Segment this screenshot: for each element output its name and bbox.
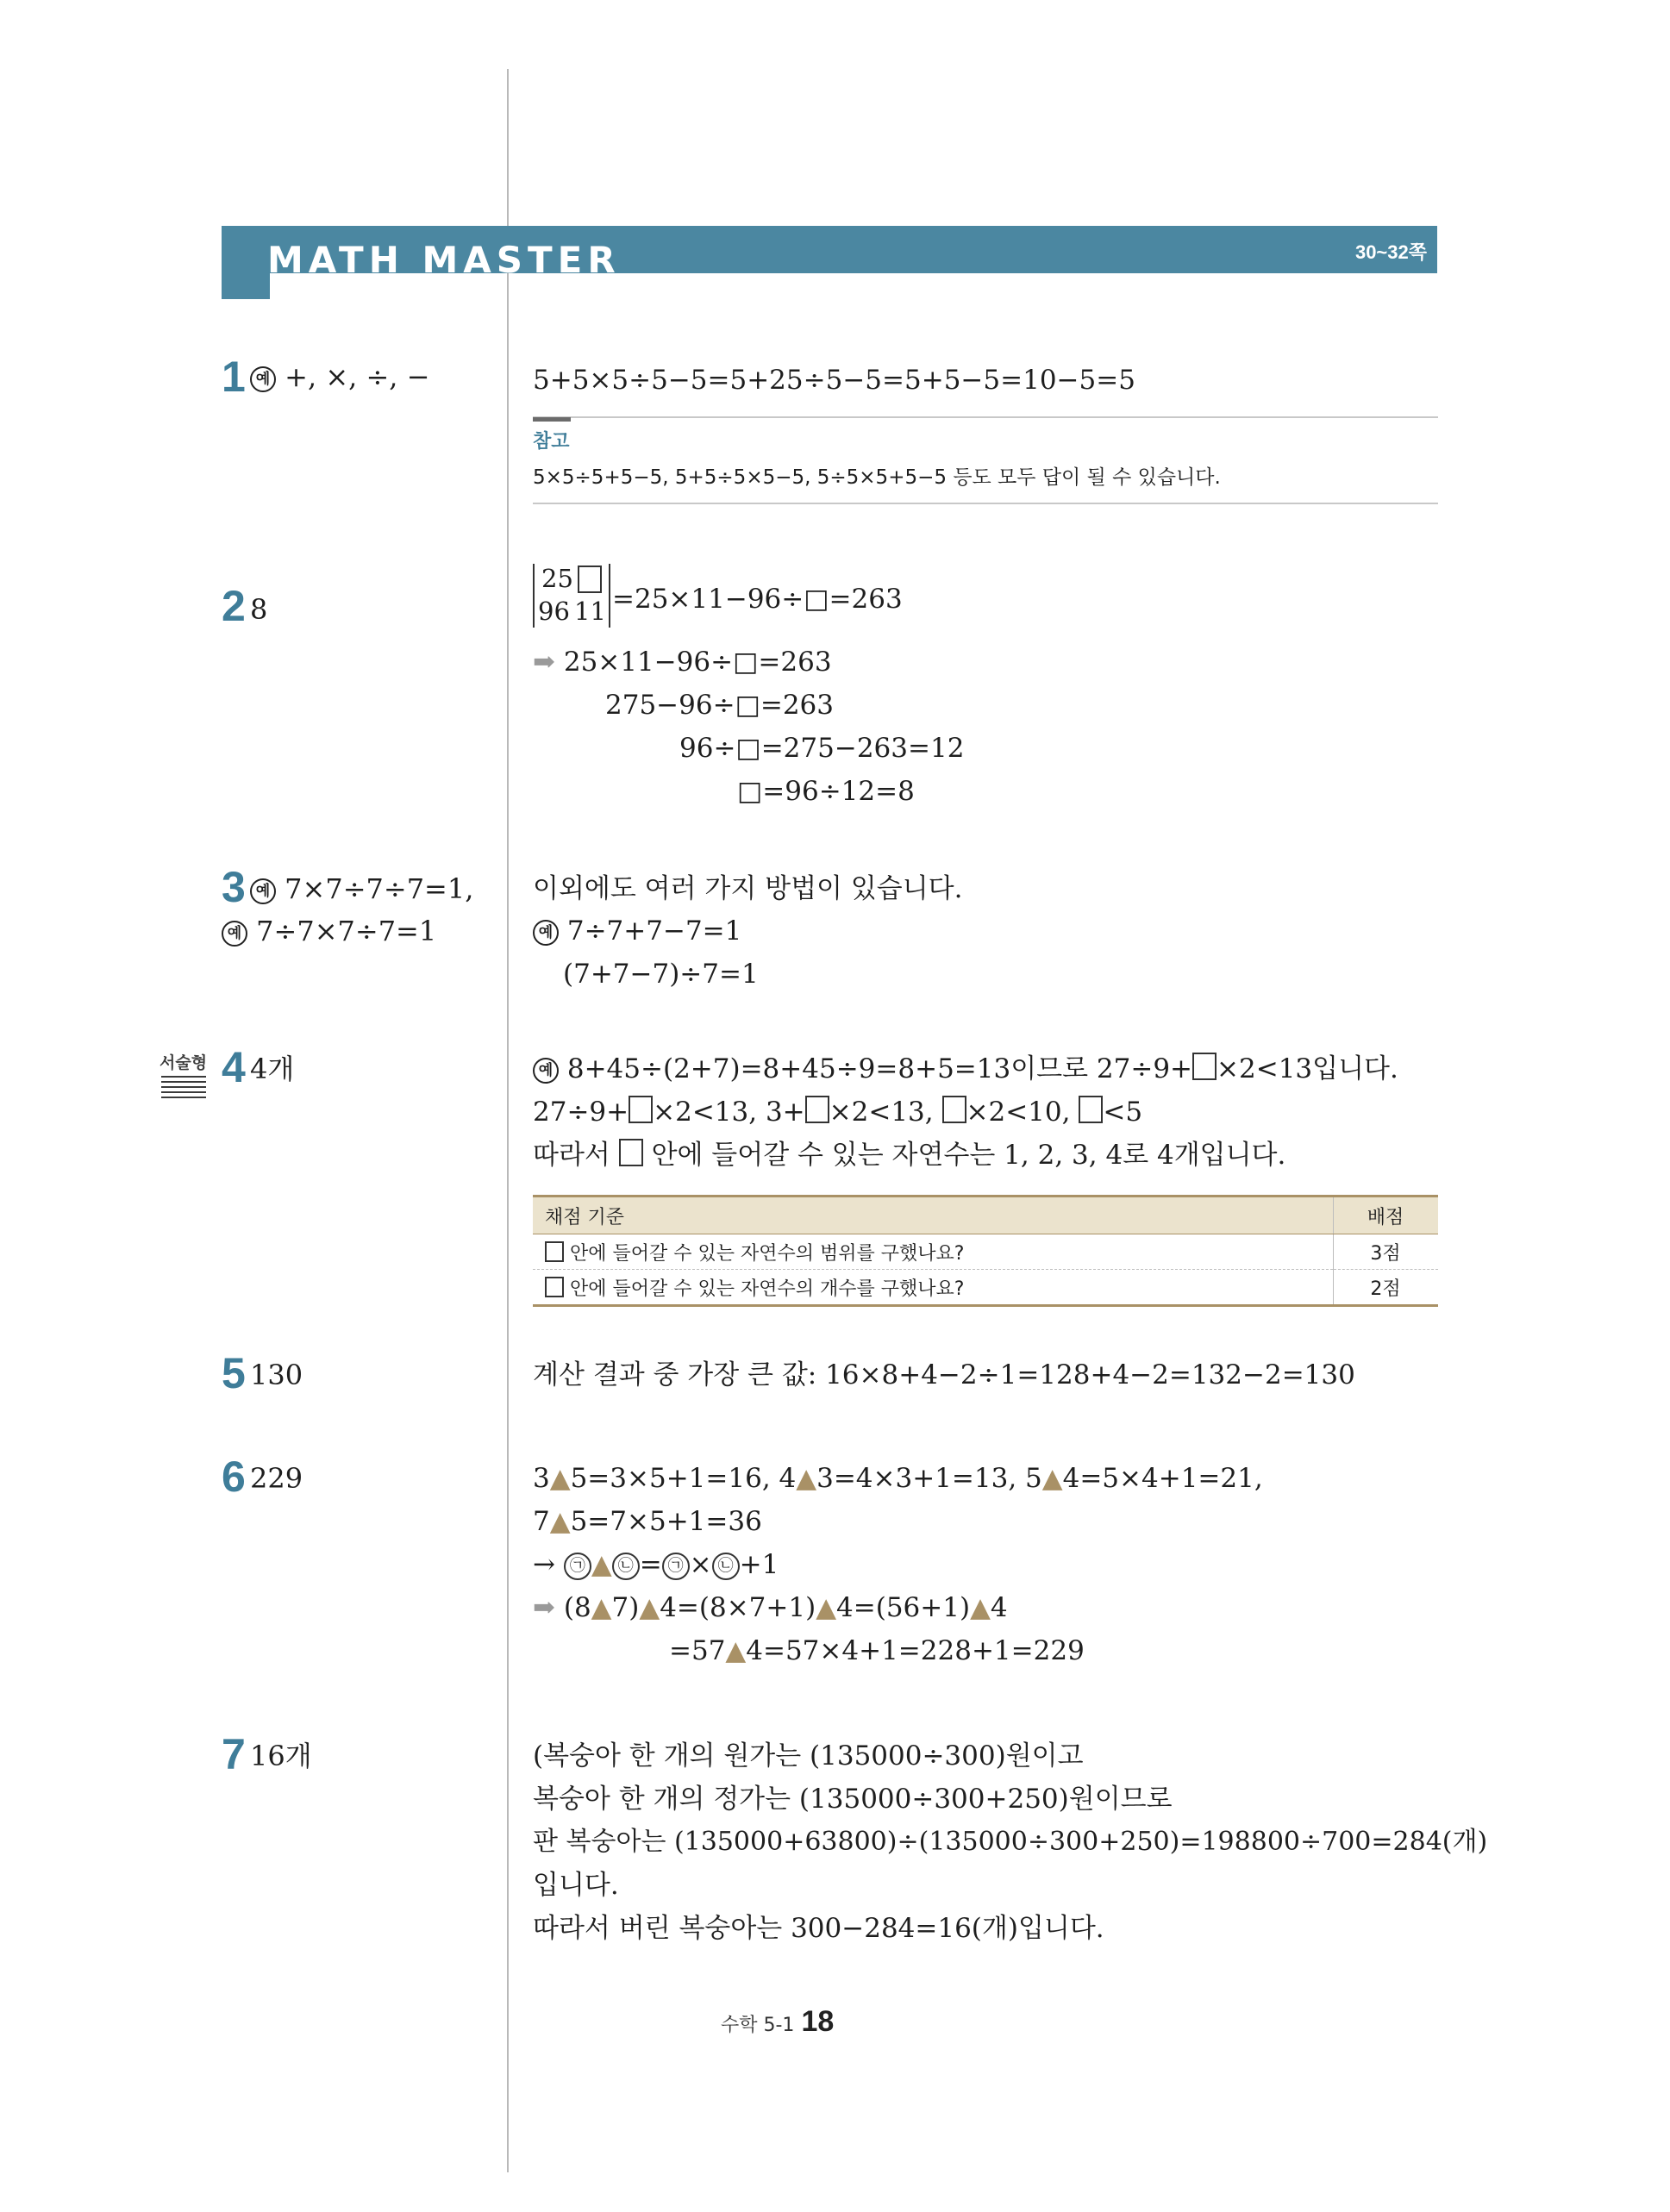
question-number: 5 <box>222 1349 246 1397</box>
table-row <box>533 1270 1438 1306</box>
example-mark: 예 <box>222 921 247 947</box>
triangle-icon: ▲ <box>591 1549 612 1580</box>
solution-line: 96÷□=275−263=12 <box>679 733 965 764</box>
column-divider <box>507 69 509 2172</box>
triangle-icon: ▲ <box>796 1463 817 1494</box>
question-answer: 4개 <box>250 1053 295 1085</box>
number-grid <box>533 564 610 628</box>
arrow-icon: ➡ <box>533 1592 555 1623</box>
table-header-cell: 배점 <box>1334 1197 1439 1234</box>
question-number: 7 <box>222 1730 246 1778</box>
example-mark: 예 <box>250 366 276 392</box>
solution-line: =57▲4=57×4+1=228+1=229 <box>669 1635 1085 1666</box>
triangle-icon: ▲ <box>816 1592 837 1623</box>
solution-line: 계산 결과 중 가장 큰 값: 16×8+4−2÷1=128+4−2=132−2=130 <box>533 1359 1355 1390</box>
page-range: 30~32쪽 <box>1354 241 1427 263</box>
divider <box>533 416 1438 418</box>
solution-line: 27÷9+ ×2<13, 3+ ×2<13, ×2<10, <5 <box>533 1097 1143 1128</box>
essay-badge: 서술형 <box>159 1053 208 1072</box>
solution-line: 5+5×5÷5−5=5+25÷5−5=5+5−5=10−5=5 <box>533 365 1135 396</box>
solution-line: 따라서 버린 복숭아는 300−284=16(개)입니다. <box>533 1913 1104 1944</box>
question-answer: 예 7÷7×7÷7=1 <box>222 909 436 953</box>
example-mark: 예 <box>533 1058 559 1084</box>
question-answer: 229 <box>250 1462 303 1495</box>
circled-letter: ㉡ <box>612 1553 640 1580</box>
arrow-icon: ➡ <box>533 647 555 678</box>
solution-line: 복숭아 한 개의 정가는 (135000÷300+250)원이므로 <box>533 1784 1173 1815</box>
grid-cell: 25 <box>541 564 573 593</box>
triangle-icon: ▲ <box>549 1506 571 1537</box>
question-number: 1 <box>222 353 246 401</box>
note-label: 참고 <box>533 431 570 453</box>
question-number: 6 <box>222 1453 246 1501</box>
solution-line: =25×11−96÷□=263 <box>612 584 903 615</box>
solution-line: 275−96÷□=263 <box>605 690 834 721</box>
essay-badge-lines <box>161 1076 206 1100</box>
grid-cell: 96 <box>538 597 570 626</box>
question-number: 2 <box>222 582 246 630</box>
solution-line: 예 7÷7+7−7=1 <box>533 909 741 953</box>
solution-line: 판 복숭아는 (135000+63800)÷(135000÷300+250)=198800÷700=284(개) <box>533 1827 1488 1857</box>
scoring-table <box>533 1195 1438 1307</box>
grid-cell-blank <box>578 565 602 597</box>
answer-text: +, ×, ÷, − <box>285 360 430 393</box>
triangle-icon: ▲ <box>1041 1463 1063 1494</box>
solution-line: 따라서 안에 들어갈 수 있는 자연수는 1, 2, 3, 4로 4개입니다. <box>533 1140 1286 1171</box>
banner-tab <box>222 226 270 299</box>
circled-letter: ㉠ <box>662 1553 690 1580</box>
circled-letter: ㉡ <box>712 1553 740 1580</box>
question-answer: 예 7×7÷7÷7=1, <box>250 867 473 910</box>
example-mark: 예 <box>533 920 559 946</box>
question-answer <box>250 355 429 398</box>
solution-line: 3▲5=3×5+1=16, 4▲3=4×3+1=13, 5▲4=5×4+1=21, <box>533 1463 1263 1494</box>
table-header <box>533 1197 1438 1234</box>
question-answer: 8 <box>250 593 268 626</box>
table-row <box>533 1234 1438 1270</box>
solution-line: 입니다. <box>533 1870 619 1901</box>
note-marker <box>533 417 571 422</box>
page-footer <box>721 2005 834 2039</box>
table-cell: 안에 들어갈 수 있는 자연수의 범위를 구했나요? <box>533 1234 1334 1270</box>
solution-line: (복숭아 한 개의 원가는 (135000÷300)원이고 <box>533 1740 1084 1771</box>
table-cell: 3점 <box>1334 1234 1439 1270</box>
triangle-icon: ▲ <box>970 1592 991 1623</box>
triangle-icon: ▲ <box>725 1635 747 1666</box>
solution-line: 예 8+45÷(2+7)=8+45÷9=8+5=13이므로 27÷9+ ×2<13입니다. <box>533 1047 1398 1090</box>
solution-line: → ㉠ ▲ ㉡ = ㉠ × ㉡ +1 <box>533 1549 779 1580</box>
example-mark: 예 <box>250 878 276 904</box>
triangle-icon: ▲ <box>591 1592 612 1623</box>
note-text: 5×5÷5+5−5, 5+5÷5×5−5, 5÷5×5+5−5 등도 모두 답이 될 수 있습니다. <box>533 466 1221 489</box>
solution-line: (7+7−7)÷7=1 <box>563 959 759 990</box>
solution-line: ➡ (8▲7)▲4=(8×7+1)▲4=(56+1)▲4 <box>533 1592 1008 1623</box>
section-title: MATH MASTER <box>267 239 621 281</box>
solution-line: ➡ 25×11−96÷□=263 <box>533 647 832 678</box>
question-number: 4 <box>222 1043 246 1091</box>
divider <box>533 503 1438 504</box>
circled-letter: ㉠ <box>564 1553 591 1580</box>
question-answer: 130 <box>250 1359 303 1391</box>
question-number: 3 <box>222 863 246 911</box>
solution-line: 이외에도 여러 가지 방법이 있습니다. <box>533 873 963 904</box>
grid-cell: 11 <box>574 597 606 626</box>
triangle-icon: ▲ <box>639 1592 660 1623</box>
table-cell: 2점 <box>1334 1270 1439 1306</box>
solution-line: □=96÷12=8 <box>737 776 915 807</box>
footer-label: 수학 5-1 <box>721 2015 795 2036</box>
question-answer: 16개 <box>250 1740 312 1772</box>
table-header-cell: 채점 기준 <box>533 1197 1334 1234</box>
page-number: 18 <box>801 2005 835 2038</box>
triangle-icon: ▲ <box>549 1463 571 1494</box>
table-cell: 안에 들어갈 수 있는 자연수의 개수를 구했나요? <box>533 1270 1334 1306</box>
solution-line: 7▲5=7×5+1=36 <box>533 1506 762 1537</box>
